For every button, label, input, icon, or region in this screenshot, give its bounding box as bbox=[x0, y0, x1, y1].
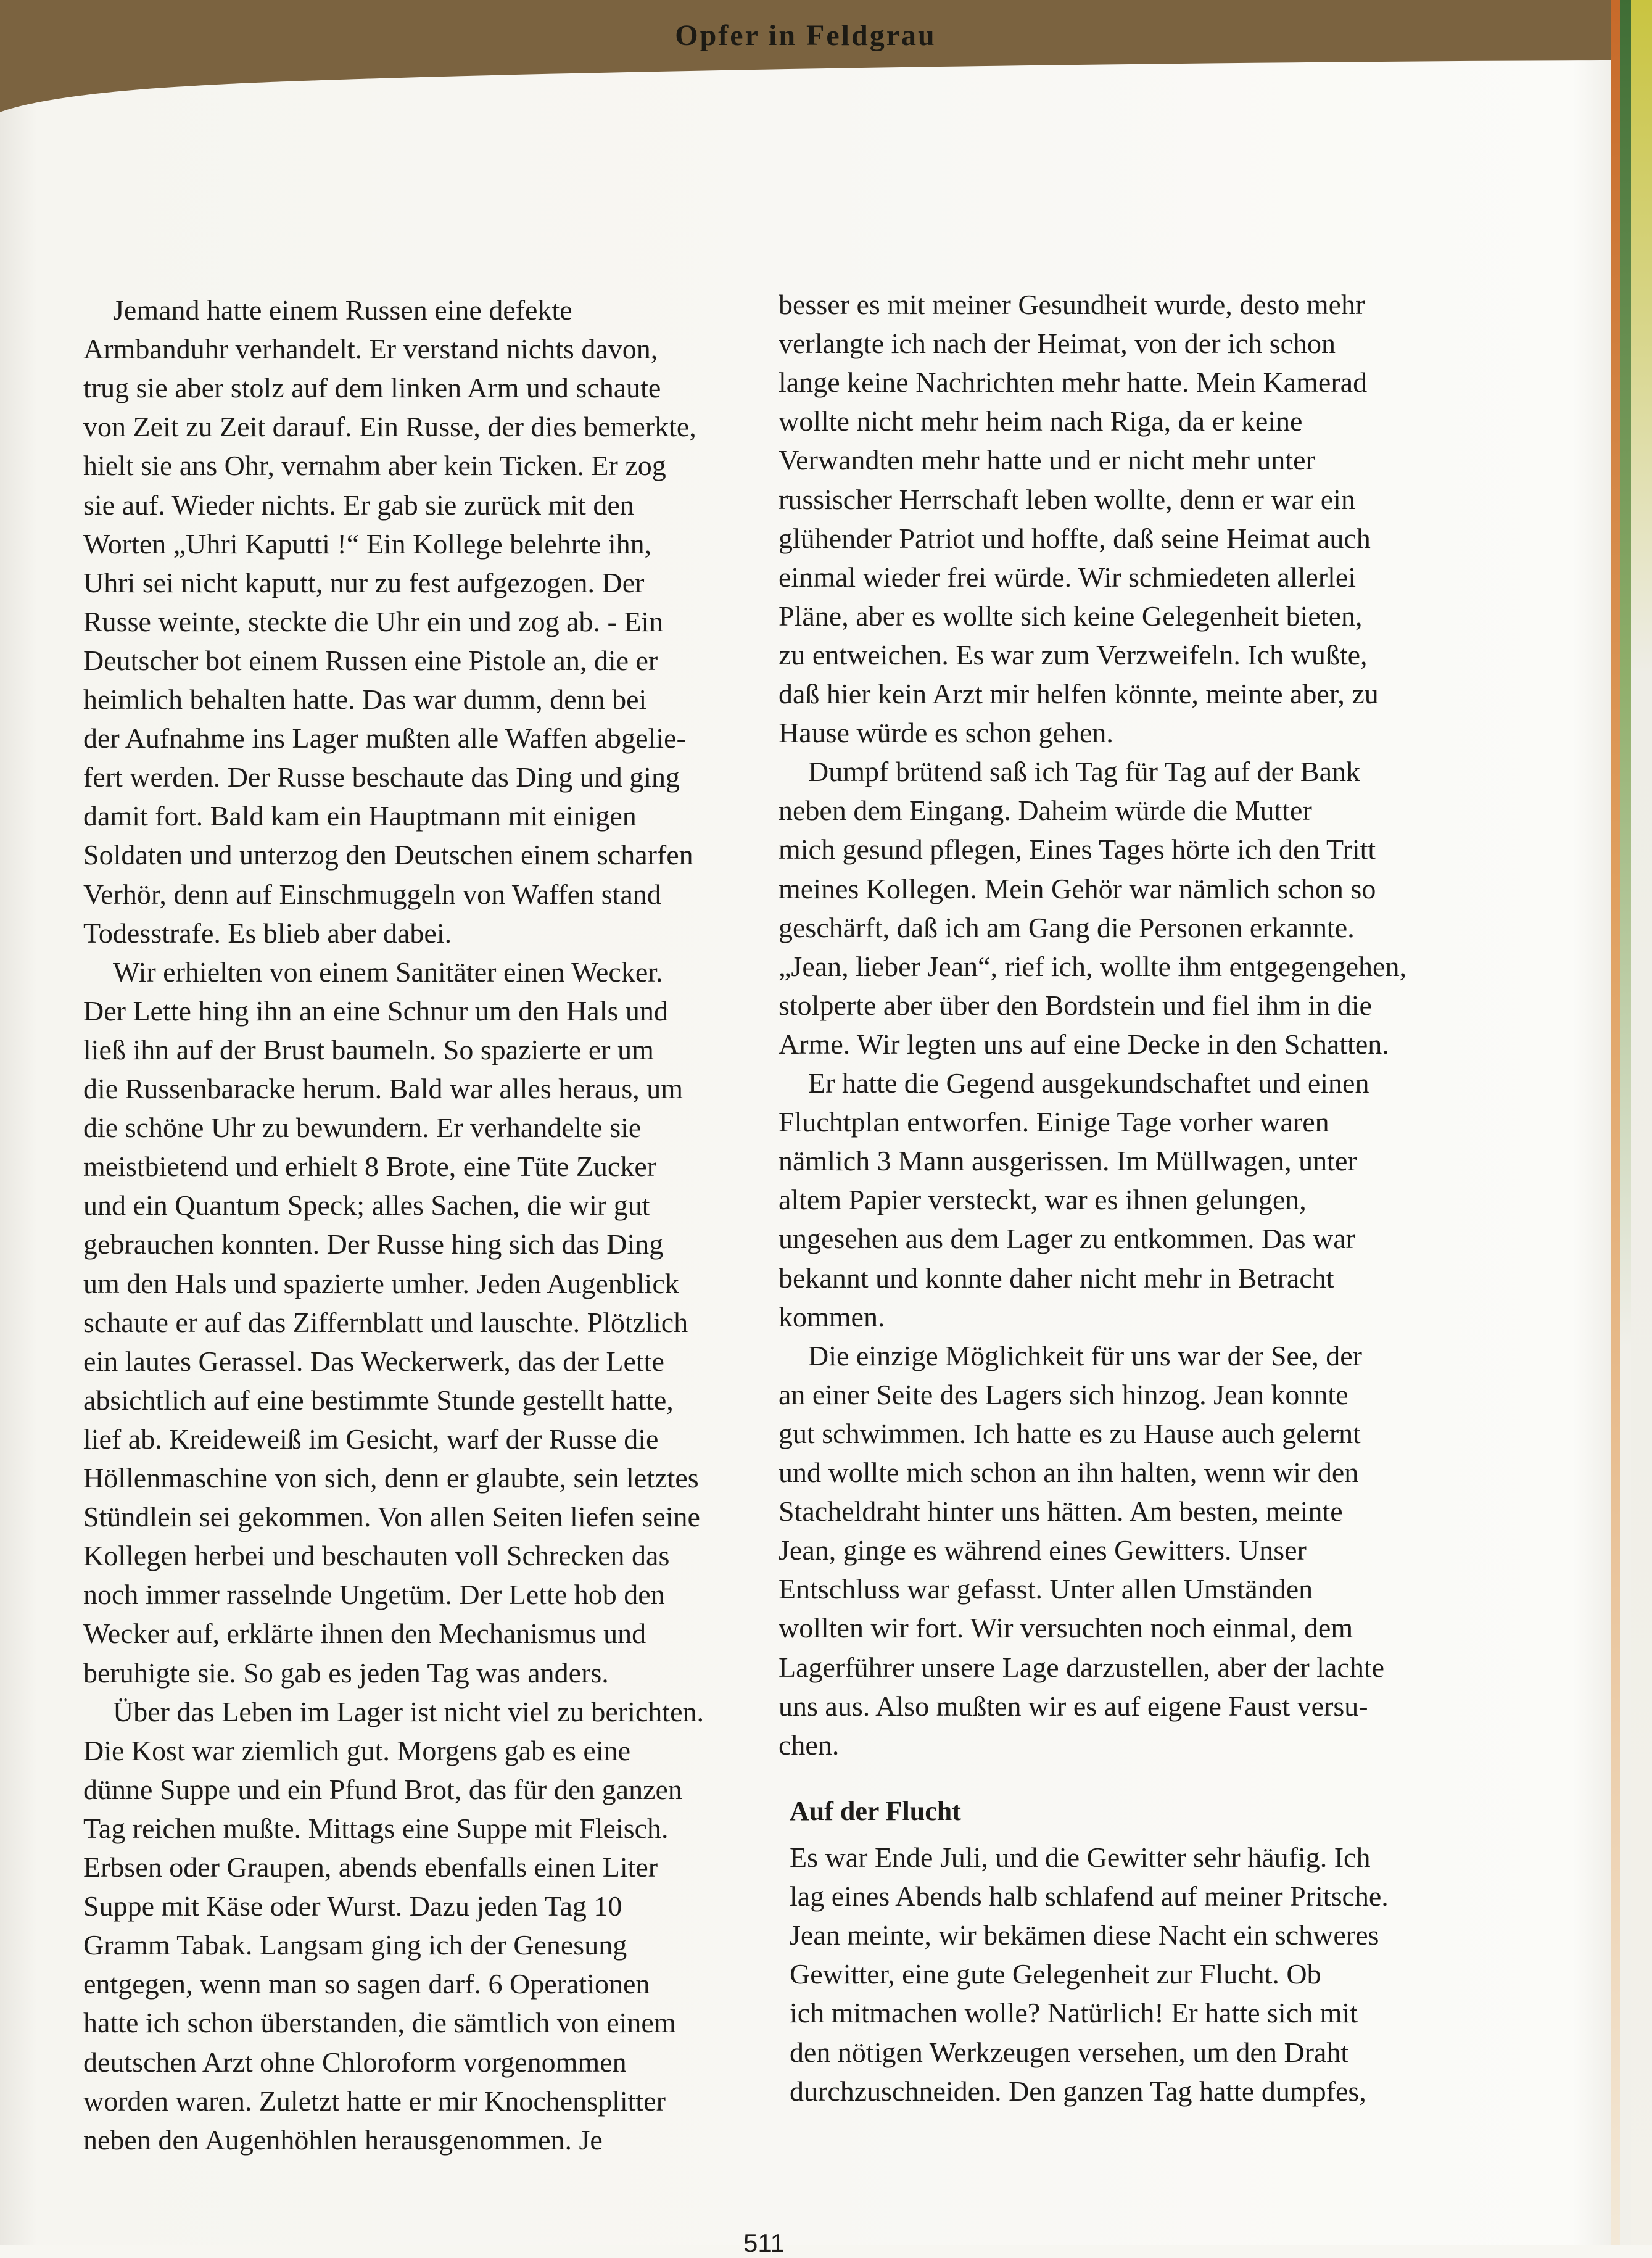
text-line: Pläne, aber es wollte sich keine Gelegenheit bieten, bbox=[779, 600, 1363, 632]
text-line: „Jean, lieber Jean“, rief ich, wollte ihm entgegengehen, bbox=[779, 950, 1406, 982]
text-line: russischer Herrschaft leben wollte, denn er war ein bbox=[779, 483, 1355, 515]
text-line: den nötigen Werkzeugen versehen, um den Draht bbox=[790, 2036, 1349, 2068]
text-line: Die einzige Möglichkeit für uns war der See, der bbox=[808, 1339, 1362, 1371]
text-line: und ein Quantum Speck; alles Sachen, die wir gut bbox=[83, 1189, 650, 1222]
text-line: Armbanduhr verhandelt. Er verstand nichts davon, bbox=[83, 333, 658, 365]
text-line: absichtlich auf eine bestimmte Stunde gestellt hatte, bbox=[83, 1384, 674, 1416]
text-line: Hause würde es schon gehen. bbox=[779, 717, 1113, 749]
text-line: Uhri sei nicht kaputt, nur zu fest aufgezogen. Der bbox=[83, 566, 645, 598]
text-line: und wollte mich schon an ihn halten, wenn wir den bbox=[779, 1457, 1359, 1488]
text-line: Todesstrafe. Es blieb aber dabei. bbox=[83, 917, 452, 949]
text-line: Stacheldraht hinter uns hätten. Am besten, meinte bbox=[779, 1495, 1343, 1528]
text-line: neben dem Eingang. Daheim würde die Mutter bbox=[779, 795, 1312, 827]
text-line: Jean, ginge es während eines Gewitters. Unser bbox=[779, 1534, 1307, 1566]
text-line: Fluchtplan entworfen. Einige Tage vorher waren bbox=[779, 1106, 1329, 1138]
running-header-title: Opfer in Feldgrau bbox=[675, 19, 936, 52]
text-line: verlangte ich nach der Heimat, von der ich schon bbox=[779, 328, 1336, 360]
text-line: Jean meinte, wir bekämen diese Nacht ein schweres bbox=[790, 1919, 1379, 1951]
text-line: trug sie aber stolz auf dem linken Arm und schaute bbox=[83, 372, 661, 404]
text-line: von Zeit zu Zeit darauf. Ein Russe, der dies bemerkte, bbox=[83, 411, 696, 443]
text-line: heimlich behalten hatte. Das war dumm, denn bei bbox=[83, 684, 647, 715]
text-line: Erbsen oder Graupen, abends ebenfalls einen Liter bbox=[83, 1851, 658, 1883]
text-line: Der Lette hing ihn an eine Schnur um den Hals und bbox=[83, 995, 668, 1027]
text-line: noch immer rasselnde Ungetüm. Der Lette hob den bbox=[83, 1579, 665, 1611]
text-line: altem Papier versteckt, war es ihnen gelungen, bbox=[779, 1184, 1307, 1216]
text-line: ein lautes Gerassel. Das Weckerwerk, das der Lette bbox=[83, 1345, 664, 1377]
text-line: Russe weinte, steckte die Uhr ein und zog ab. - Ein bbox=[83, 605, 664, 637]
text-line: Es war Ende Juli, und die Gewitter sehr häufig. Ich bbox=[790, 1842, 1371, 1873]
section-heading: Auf der Flucht bbox=[790, 1796, 961, 1826]
text-line: glühender Patriot und hoffte, daß seine Heimat auch bbox=[779, 522, 1371, 554]
text-line: worden waren. Zuletzt hatte er mir Knochensplitter bbox=[83, 2085, 666, 2117]
text-line: Höllenmaschine von sich, denn er glaubte, sein letztes bbox=[83, 1462, 699, 1494]
text-line: lange keine Nachrichten mehr hatte. Mein Kamerad bbox=[779, 366, 1368, 399]
text-line: Kollegen herbei und beschauten voll Schrecken das bbox=[83, 1540, 670, 1572]
text-line: Die Kost war ziemlich gut. Morgens gab es eine bbox=[83, 1734, 630, 1766]
text-line: meines Kollegen. Mein Gehör war nämlich schon so bbox=[779, 872, 1376, 904]
page-edge-strip-yellow bbox=[1631, 0, 1652, 2245]
text-line: Dumpf brütend saß ich Tag für Tag auf der Bank bbox=[808, 756, 1361, 788]
text-line: einmal wieder frei würde. Wir schmiedeten allerlei bbox=[779, 561, 1357, 593]
text-line: Gramm Tabak. Langsam ging ich der Genesung bbox=[83, 1929, 627, 1961]
text-line: beruhigte sie. So gab es jeden Tag was anders. bbox=[83, 1656, 609, 1689]
text-line: Über das Leben im Lager ist nicht viel zu berichten. bbox=[113, 1695, 704, 1727]
page-edge-strip-green bbox=[1620, 0, 1631, 2245]
text-line: geschärft, daß ich am Gang die Personen erkannte. bbox=[779, 911, 1355, 943]
text-line: zu entweichen. Es war zum Verzweifeln. Ich wußte, bbox=[779, 639, 1368, 671]
text-line: lief ab. Kreideweiß im Gesicht, warf der Russe die bbox=[83, 1423, 659, 1455]
text-line: chen. bbox=[779, 1729, 840, 1761]
text-line: Entschluss war gefasst. Unter allen Umständen bbox=[779, 1573, 1313, 1605]
text-line: dünne Suppe und ein Pfund Brot, das für den ganzen bbox=[83, 1773, 682, 1805]
text-line: neben den Augenhöhlen herausgenommen. Je bbox=[83, 2124, 603, 2156]
text-line: schaute er auf das Ziffernblatt und lauschte. Plötzlich bbox=[83, 1306, 688, 1338]
text-line: ließ ihn auf der Brust baumeln. So spazierte er um bbox=[83, 1033, 654, 1065]
text-line: besser es mit meiner Gesundheit wurde, desto mehr bbox=[779, 289, 1365, 320]
text-line: gebrauchen konnten. Der Russe hing sich das Ding bbox=[83, 1228, 664, 1260]
text-line: sie auf. Wieder nichts. Er gab sie zurück mit den bbox=[83, 489, 634, 521]
text-line: fert werden. Der Russe beschaute das Ding und ging bbox=[83, 761, 680, 793]
text-line: Deutscher bot einem Russen eine Pistole an, die er bbox=[83, 644, 658, 676]
text-line: ich mitmachen wolle? Natürlich! Er hatte sich mit bbox=[790, 1997, 1358, 2029]
text-line: Jemand hatte einem Russen eine defekte bbox=[113, 294, 572, 326]
text-line: Wecker auf, erklärte ihnen den Mechanismus und bbox=[83, 1618, 646, 1650]
text-line: gut schwimmen. Ich hatte es zu Hause auch gelernt bbox=[779, 1417, 1361, 1449]
text-line: Tag reichen mußte. Mittags eine Suppe mit Fleisch. bbox=[83, 1812, 669, 1844]
text-line: uns aus. Also mußten wir es auf eigene Faust versu- bbox=[779, 1690, 1368, 1722]
text-line: die schöne Uhr zu bewundern. Er verhandelte sie bbox=[83, 1112, 642, 1144]
text-line: Gewitter, eine gute Gelegenheit zur Flucht. Ob bbox=[790, 1958, 1321, 1990]
text-line: Verhör, denn auf Einschmuggeln von Waffen stand bbox=[83, 878, 661, 910]
text-line: hatte ich schon überstanden, die sämtlich von einem bbox=[83, 2007, 676, 2039]
text-line: deutschen Arzt ohne Chloroform vorgenommen bbox=[83, 2046, 627, 2078]
text-line: durchzuschneiden. Den ganzen Tag hatte dumpfes, bbox=[790, 2075, 1366, 2107]
text-line: Lagerführer unsere Lage darzustellen, aber der lachte bbox=[779, 1651, 1385, 1683]
text-line: entgegen, wenn man so sagen darf. 6 Operationen bbox=[83, 1968, 650, 2000]
text-line: Arme. Wir legten uns auf eine Decke in den Schatten. bbox=[779, 1028, 1389, 1060]
page-number: 511 bbox=[743, 2228, 785, 2257]
text-line: damit fort. Bald kam ein Hauptmann mit einigen bbox=[83, 800, 637, 832]
text-line: Verwandten mehr hatte und er nicht mehr unter bbox=[779, 444, 1315, 476]
text-line: der Aufnahme ins Lager mußten alle Waffen abgelie- bbox=[83, 722, 686, 755]
page-edge-strip-orange bbox=[1611, 0, 1620, 2245]
text-line: Worten „Uhri Kaputti !“ Ein Kollege belehrte ihn, bbox=[83, 527, 652, 560]
text-line: um den Hals und spazierte umher. Jeden Augenblick bbox=[83, 1267, 679, 1299]
text-line: daß hier kein Arzt mir helfen könnte, meinte aber, zu bbox=[779, 678, 1379, 709]
text-line: hielt sie ans Ohr, vernahm aber kein Ticken. Er zog bbox=[83, 450, 666, 482]
text-line: an einer Seite des Lagers sich hinzog. Jean konnte bbox=[779, 1378, 1348, 1410]
text-line: wollten wir fort. Wir versuchten noch einmal, dem bbox=[779, 1612, 1353, 1644]
text-line: die Russenbaracke herum. Bald war alles heraus, um bbox=[83, 1073, 684, 1104]
text-line: Stündlein sei gekommen. Von allen Seiten liefen seine bbox=[83, 1501, 700, 1533]
text-line: Er hatte die Gegend ausgekundschaftet und einen bbox=[808, 1067, 1369, 1099]
text-line: Wir erhielten von einem Sanitäter einen Wecker. bbox=[113, 956, 663, 988]
text-line: bekannt und konnte daher nicht mehr in Betracht bbox=[779, 1262, 1334, 1294]
text-line: meistbietend und erhielt 8 Brote, eine Tüte Zucker bbox=[83, 1151, 657, 1183]
text-line: nämlich 3 Mann ausgerissen. Im Müllwagen, unter bbox=[779, 1145, 1357, 1177]
text-line: Suppe mit Käse oder Wurst. Dazu jeden Tag 10 bbox=[83, 1890, 622, 1922]
text-line: lag eines Abends halb schlafend auf meiner Pritsche. bbox=[790, 1880, 1389, 1913]
text-line: kommen. bbox=[779, 1301, 885, 1333]
text-line: stolperte aber über den Bordstein und fiel ihm in die bbox=[779, 989, 1372, 1021]
text-line: Soldaten und unterzog den Deutschen einem scharfen bbox=[83, 839, 693, 871]
text-line: ungesehen aus dem Lager zu entkommen. Das war bbox=[779, 1223, 1356, 1255]
text-line: wollte nicht mehr heim nach Riga, da er keine bbox=[779, 405, 1303, 437]
text-line: mich gesund pflegen, Eines Tages hörte ich den Tritt bbox=[779, 833, 1376, 866]
